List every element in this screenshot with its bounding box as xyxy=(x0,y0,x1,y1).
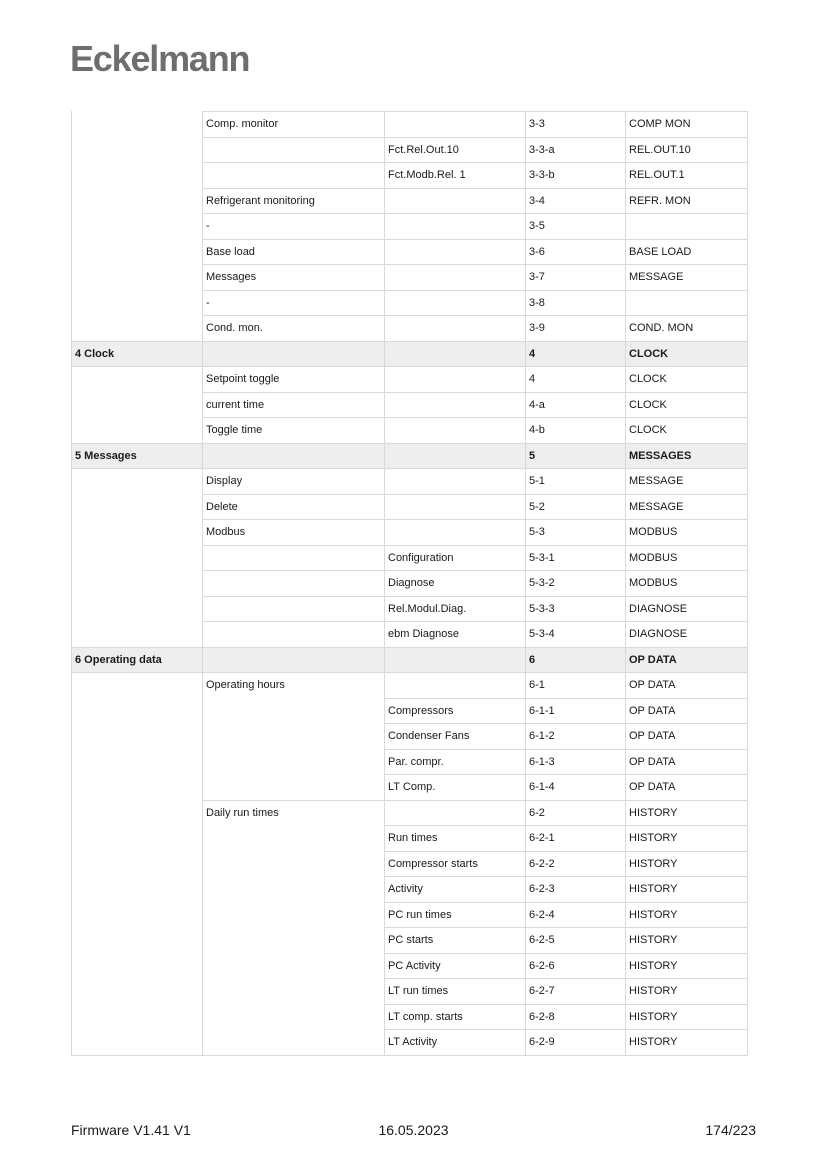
section-row xyxy=(72,341,748,367)
level1-cell xyxy=(72,239,203,265)
level2-cell: Modbus xyxy=(203,520,385,546)
display-code-cell: DIAGNOSE xyxy=(626,596,748,622)
display-code-cell: REFR. MON xyxy=(626,188,748,214)
table-row xyxy=(72,392,748,418)
level1-cell xyxy=(72,979,203,1005)
display-code-cell: CLOCK xyxy=(626,367,748,393)
display-code-cell: OP DATA xyxy=(626,698,748,724)
level1-cell xyxy=(72,163,203,189)
table-row xyxy=(72,137,748,163)
level2-cell: Delete xyxy=(203,494,385,520)
level1-cell xyxy=(72,877,203,903)
level1-cell xyxy=(72,112,203,138)
level2-cell: Base load xyxy=(203,239,385,265)
menu-number-cell: 3-6 xyxy=(526,239,626,265)
level3-cell: Compressor starts xyxy=(385,851,526,877)
level1-cell xyxy=(72,214,203,240)
level2-cell: Setpoint toggle xyxy=(203,367,385,393)
display-code-cell: HISTORY xyxy=(626,851,748,877)
table-row xyxy=(72,1004,748,1030)
level1-cell xyxy=(72,902,203,928)
table-row xyxy=(72,367,748,393)
level2-cell xyxy=(203,724,385,750)
level2-cell xyxy=(203,953,385,979)
level2-cell: Refrigerant monitoring xyxy=(203,188,385,214)
level2-cell: - xyxy=(203,290,385,316)
display-code-cell: MESSAGES xyxy=(626,443,748,469)
table-row xyxy=(72,520,748,546)
level1-cell xyxy=(72,290,203,316)
level2-cell xyxy=(203,137,385,163)
display-code-cell: MESSAGE xyxy=(626,494,748,520)
table-row xyxy=(72,596,748,622)
display-code-cell: MESSAGE xyxy=(626,469,748,495)
level3-cell: PC starts xyxy=(385,928,526,954)
menu-number-cell: 3-7 xyxy=(526,265,626,291)
display-code-cell: HISTORY xyxy=(626,902,748,928)
menu-number-cell: 5-3 xyxy=(526,520,626,546)
level3-cell: PC Activity xyxy=(385,953,526,979)
menu-number-cell: 3-9 xyxy=(526,316,626,342)
level1-cell xyxy=(72,775,203,801)
level2-cell xyxy=(203,749,385,775)
level2-cell xyxy=(203,826,385,852)
table-row xyxy=(72,418,748,444)
display-code-cell: CLOCK xyxy=(626,418,748,444)
table-row xyxy=(72,1030,748,1056)
menu-number-cell: 3-3-a xyxy=(526,137,626,163)
menu-number-cell: 5-3-1 xyxy=(526,545,626,571)
level2-cell: current time xyxy=(203,392,385,418)
display-code-cell: OP DATA xyxy=(626,647,748,673)
table-row xyxy=(72,214,748,240)
level1-cell xyxy=(72,622,203,648)
level3-cell: ebm Diagnose xyxy=(385,622,526,648)
level3-cell: Fct.Rel.Out.10 xyxy=(385,137,526,163)
table-row xyxy=(72,775,748,801)
display-code-cell: OP DATA xyxy=(626,673,748,699)
level1-cell xyxy=(72,188,203,214)
level2-cell xyxy=(203,698,385,724)
menu-number-cell: 3-4 xyxy=(526,188,626,214)
level3-cell: Fct.Modb.Rel. 1 xyxy=(385,163,526,189)
menu-number-cell: 6-2-6 xyxy=(526,953,626,979)
level2-cell: - xyxy=(203,214,385,240)
display-code-cell: CLOCK xyxy=(626,341,748,367)
level1-cell xyxy=(72,826,203,852)
menu-number-cell: 6-2-4 xyxy=(526,902,626,928)
display-code-cell: HISTORY xyxy=(626,800,748,826)
level3-cell: Condenser Fans xyxy=(385,724,526,750)
table-row xyxy=(72,290,748,316)
display-code-cell: COMP MON xyxy=(626,112,748,138)
level2-cell xyxy=(203,902,385,928)
display-code-cell: HISTORY xyxy=(626,826,748,852)
level1-cell xyxy=(72,698,203,724)
level3-cell xyxy=(385,392,526,418)
level1-cell xyxy=(72,494,203,520)
level1-cell xyxy=(72,265,203,291)
table-row xyxy=(72,188,748,214)
table-row xyxy=(72,749,748,775)
display-code-cell xyxy=(626,290,748,316)
menu-number-cell: 4 xyxy=(526,341,626,367)
level1-cell xyxy=(72,571,203,597)
level2-cell xyxy=(203,775,385,801)
menu-number-cell: 6-2-1 xyxy=(526,826,626,852)
menu-structure-table xyxy=(71,111,748,1056)
level2-cell xyxy=(203,622,385,648)
level3-cell xyxy=(385,239,526,265)
display-code-cell: OP DATA xyxy=(626,749,748,775)
table-row xyxy=(72,469,748,495)
level3-cell: Par. compr. xyxy=(385,749,526,775)
level3-cell xyxy=(385,673,526,699)
level3-cell xyxy=(385,494,526,520)
menu-number-cell: 6-1-4 xyxy=(526,775,626,801)
level3-cell xyxy=(385,469,526,495)
firmware-version: Firmware V1.41 V1 xyxy=(71,1122,191,1138)
table-row xyxy=(72,112,748,138)
level3-cell xyxy=(385,418,526,444)
table-row xyxy=(72,545,748,571)
level1-cell xyxy=(72,137,203,163)
level1-cell xyxy=(72,392,203,418)
menu-number-cell: 5-3-2 xyxy=(526,571,626,597)
level2-cell xyxy=(203,163,385,189)
level3-cell xyxy=(385,316,526,342)
level3-cell: Rel.Modul.Diag. xyxy=(385,596,526,622)
table-row xyxy=(72,571,748,597)
table-row xyxy=(72,979,748,1005)
menu-number-cell: 6-2-3 xyxy=(526,877,626,903)
display-code-cell: HISTORY xyxy=(626,953,748,979)
level3-cell xyxy=(385,214,526,240)
menu-number-cell: 5-3-3 xyxy=(526,596,626,622)
section-row xyxy=(72,647,748,673)
table-row xyxy=(72,928,748,954)
menu-number-cell: 3-5 xyxy=(526,214,626,240)
menu-number-cell: 6-1 xyxy=(526,673,626,699)
level3-cell: Activity xyxy=(385,877,526,903)
level1-cell xyxy=(72,851,203,877)
level3-cell xyxy=(385,341,526,367)
display-code-cell: HISTORY xyxy=(626,1030,748,1056)
level3-cell: LT run times xyxy=(385,979,526,1005)
menu-number-cell: 5 xyxy=(526,443,626,469)
menu-number-cell: 3-3 xyxy=(526,112,626,138)
menu-number-cell: 4-b xyxy=(526,418,626,444)
menu-number-cell: 6-2-8 xyxy=(526,1004,626,1030)
level3-cell xyxy=(385,443,526,469)
level3-cell xyxy=(385,290,526,316)
display-code-cell: REL.OUT.10 xyxy=(626,137,748,163)
display-code-cell: MESSAGE xyxy=(626,265,748,291)
display-code-cell: MODBUS xyxy=(626,571,748,597)
menu-number-cell: 6-1-2 xyxy=(526,724,626,750)
level3-cell xyxy=(385,520,526,546)
level2-cell xyxy=(203,1004,385,1030)
level3-cell xyxy=(385,367,526,393)
table-row xyxy=(72,673,748,699)
level2-cell: Cond. mon. xyxy=(203,316,385,342)
table-row xyxy=(72,800,748,826)
display-code-cell: CLOCK xyxy=(626,392,748,418)
menu-number-cell: 3-3-b xyxy=(526,163,626,189)
level1-cell: 6 Operating data xyxy=(72,647,203,673)
level1-cell xyxy=(72,953,203,979)
level2-cell xyxy=(203,545,385,571)
level3-cell xyxy=(385,647,526,673)
level3-cell xyxy=(385,265,526,291)
display-code-cell: REL.OUT.1 xyxy=(626,163,748,189)
table-row xyxy=(72,877,748,903)
level3-cell: PC run times xyxy=(385,902,526,928)
display-code-cell: OP DATA xyxy=(626,775,748,801)
table-row xyxy=(72,622,748,648)
level2-cell xyxy=(203,341,385,367)
level2-cell xyxy=(203,596,385,622)
level1-cell xyxy=(72,418,203,444)
table-row xyxy=(72,851,748,877)
level1-cell xyxy=(72,316,203,342)
menu-number-cell: 3-8 xyxy=(526,290,626,316)
level2-cell: Comp. monitor xyxy=(203,112,385,138)
level2-cell xyxy=(203,1030,385,1056)
level2-cell xyxy=(203,443,385,469)
menu-number-cell: 4 xyxy=(526,367,626,393)
table-row xyxy=(72,239,748,265)
eckelmann-logo: Eckelmann xyxy=(70,38,250,79)
level3-cell xyxy=(385,112,526,138)
document-date: 16.05.2023 xyxy=(378,1122,449,1138)
menu-number-cell: 6-2-5 xyxy=(526,928,626,954)
level2-cell: Operating hours xyxy=(203,673,385,699)
menu-number-cell: 6-2 xyxy=(526,800,626,826)
menu-number-cell: 6-2-2 xyxy=(526,851,626,877)
menu-number-cell: 6 xyxy=(526,647,626,673)
level1-cell xyxy=(72,1004,203,1030)
level3-cell xyxy=(385,188,526,214)
display-code-cell: MODBUS xyxy=(626,545,748,571)
level3-cell: Configuration xyxy=(385,545,526,571)
display-code-cell: COND. MON xyxy=(626,316,748,342)
level1-cell xyxy=(72,520,203,546)
level3-cell: LT Comp. xyxy=(385,775,526,801)
menu-number-cell: 6-2-7 xyxy=(526,979,626,1005)
level1-cell xyxy=(72,673,203,699)
level2-cell xyxy=(203,877,385,903)
level1-cell xyxy=(72,928,203,954)
level3-cell: Run times xyxy=(385,826,526,852)
level1-cell xyxy=(72,1030,203,1056)
menu-number-cell: 6-1-3 xyxy=(526,749,626,775)
level2-cell xyxy=(203,571,385,597)
table-row xyxy=(72,494,748,520)
level1-cell xyxy=(72,367,203,393)
level3-cell: Compressors xyxy=(385,698,526,724)
level2-cell: Messages xyxy=(203,265,385,291)
level2-cell xyxy=(203,851,385,877)
table-row xyxy=(72,265,748,291)
display-code-cell: BASE LOAD xyxy=(626,239,748,265)
level1-cell: 4 Clock xyxy=(72,341,203,367)
level2-cell: Daily run times xyxy=(203,800,385,826)
table-row xyxy=(72,902,748,928)
level2-cell xyxy=(203,647,385,673)
table-row xyxy=(72,953,748,979)
menu-number-cell: 5-2 xyxy=(526,494,626,520)
section-row xyxy=(72,443,748,469)
table-row xyxy=(72,724,748,750)
level2-cell: Display xyxy=(203,469,385,495)
menu-number-cell: 6-2-9 xyxy=(526,1030,626,1056)
menu-number-cell: 5-3-4 xyxy=(526,622,626,648)
table-row xyxy=(72,316,748,342)
display-code-cell: HISTORY xyxy=(626,877,748,903)
level1-cell xyxy=(72,724,203,750)
display-code-cell: HISTORY xyxy=(626,979,748,1005)
menu-table-body xyxy=(72,112,748,1056)
level1-cell xyxy=(72,469,203,495)
display-code-cell: OP DATA xyxy=(626,724,748,750)
level2-cell xyxy=(203,928,385,954)
level1-cell: 5 Messages xyxy=(72,443,203,469)
display-code-cell xyxy=(626,214,748,240)
page-number: 174/223 xyxy=(705,1122,756,1138)
level3-cell xyxy=(385,800,526,826)
level1-cell xyxy=(72,749,203,775)
level2-cell: Toggle time xyxy=(203,418,385,444)
display-code-cell: HISTORY xyxy=(626,928,748,954)
level1-cell xyxy=(72,800,203,826)
menu-number-cell: 5-1 xyxy=(526,469,626,495)
level3-cell: LT Activity xyxy=(385,1030,526,1056)
display-code-cell: DIAGNOSE xyxy=(626,622,748,648)
display-code-cell: HISTORY xyxy=(626,1004,748,1030)
level3-cell: LT comp. starts xyxy=(385,1004,526,1030)
menu-number-cell: 4-a xyxy=(526,392,626,418)
table-row xyxy=(72,163,748,189)
level3-cell: Diagnose xyxy=(385,571,526,597)
level2-cell xyxy=(203,979,385,1005)
display-code-cell: MODBUS xyxy=(626,520,748,546)
level1-cell xyxy=(72,596,203,622)
level1-cell xyxy=(72,545,203,571)
table-row xyxy=(72,698,748,724)
menu-number-cell: 6-1-1 xyxy=(526,698,626,724)
table-row xyxy=(72,826,748,852)
